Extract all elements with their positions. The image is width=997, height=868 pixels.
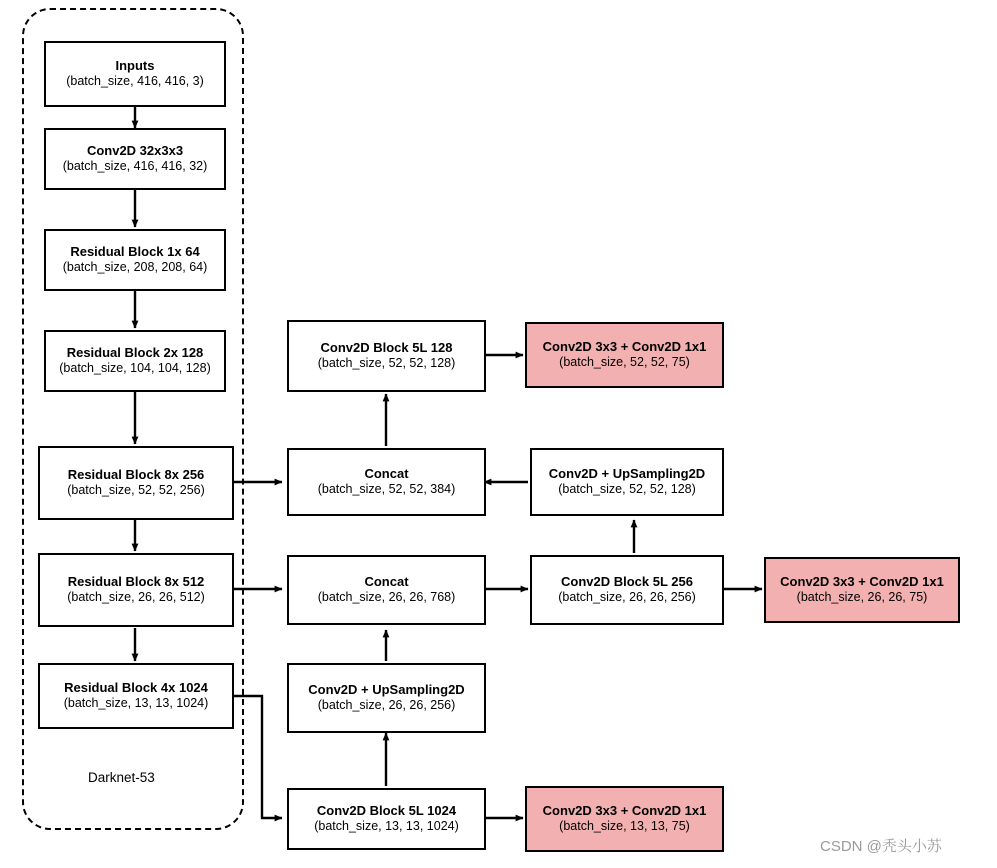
node-shape: (batch_size, 52, 52, 256)	[67, 483, 205, 498]
node-title: Residual Block 8x 512	[67, 574, 205, 590]
node-conv2d-upsampling2d-26[interactable]	[287, 663, 486, 733]
node-residual-block-2x-128[interactable]	[44, 330, 226, 392]
watermark-text: CSDN @秃头小苏	[820, 838, 942, 855]
node-shape: (batch_size, 26, 26, 256)	[317, 698, 456, 713]
node-conv2d-block-5l-256[interactable]	[530, 555, 724, 625]
node-shape: (batch_size, 13, 13, 1024)	[63, 696, 209, 711]
node-conv2d-upsampling2d-52[interactable]	[530, 448, 724, 516]
node-title: Residual Block 8x 256	[67, 467, 205, 483]
node-shape: (batch_size, 26, 26, 75)	[796, 590, 928, 605]
node-title: Conv2D 3x3 + Conv2D 1x1	[780, 574, 944, 590]
node-residual-block-4x-1024[interactable]	[38, 663, 234, 729]
node-title: Concat	[364, 574, 409, 590]
node-shape: (batch_size, 52, 52, 128)	[558, 482, 696, 497]
node-shape: (batch_size, 13, 13, 1024)	[314, 819, 459, 834]
node-shape: (batch_size, 52, 52, 384)	[317, 482, 456, 497]
node-shape: (batch_size, 26, 26, 256)	[558, 590, 696, 605]
node-concat-52[interactable]	[287, 448, 486, 516]
node-title: Residual Block 2x 128	[66, 345, 204, 361]
node-title: Inputs	[115, 58, 155, 74]
node-conv2d-block-5l-1024[interactable]	[287, 788, 486, 850]
node-shape: (batch_size, 208, 208, 64)	[62, 260, 208, 275]
node-shape: (batch_size, 52, 52, 75)	[559, 355, 690, 370]
node-shape: (batch_size, 26, 26, 768)	[317, 590, 456, 605]
node-output-13[interactable]	[525, 786, 724, 852]
node-shape: (batch_size, 104, 104, 128)	[59, 361, 211, 376]
node-title: Conv2D + UpSampling2D	[308, 682, 465, 698]
node-concat-26[interactable]	[287, 555, 486, 625]
node-title: Conv2D Block 5L 256	[561, 574, 693, 590]
node-shape: (batch_size, 26, 26, 512)	[67, 590, 205, 605]
node-shape: (batch_size, 416, 416, 3)	[66, 74, 204, 89]
node-title: Conv2D Block 5L 1024	[316, 803, 457, 819]
node-title: Conv2D 3x3 + Conv2D 1x1	[542, 803, 707, 819]
node-title: Conv2D Block 5L 128	[320, 340, 453, 356]
node-conv2d-block-5l-128[interactable]	[287, 320, 486, 392]
node-residual-block-8x-256[interactable]	[38, 446, 234, 520]
node-title: Concat	[364, 466, 409, 482]
node-residual-block-1x-64[interactable]	[44, 229, 226, 291]
node-title: Residual Block 1x 64	[70, 244, 200, 260]
node-shape: (batch_size, 52, 52, 128)	[317, 356, 456, 371]
node-title: Conv2D + UpSampling2D	[548, 466, 706, 482]
node-title: Conv2D 32x3x3	[86, 143, 184, 159]
node-inputs[interactable]	[44, 41, 226, 107]
node-shape: (batch_size, 416, 416, 32)	[62, 159, 208, 174]
node-shape: (batch_size, 13, 13, 75)	[559, 819, 690, 834]
node-title: Conv2D 3x3 + Conv2D 1x1	[542, 339, 707, 355]
node-residual-block-8x-512[interactable]	[38, 553, 234, 627]
node-title: Residual Block 4x 1024	[64, 680, 208, 696]
node-output-26[interactable]	[764, 557, 960, 623]
node-conv2d-32x3x3[interactable]	[44, 128, 226, 190]
node-output-52[interactable]	[525, 322, 724, 388]
darknet53-group-label: Darknet-53	[88, 770, 155, 785]
